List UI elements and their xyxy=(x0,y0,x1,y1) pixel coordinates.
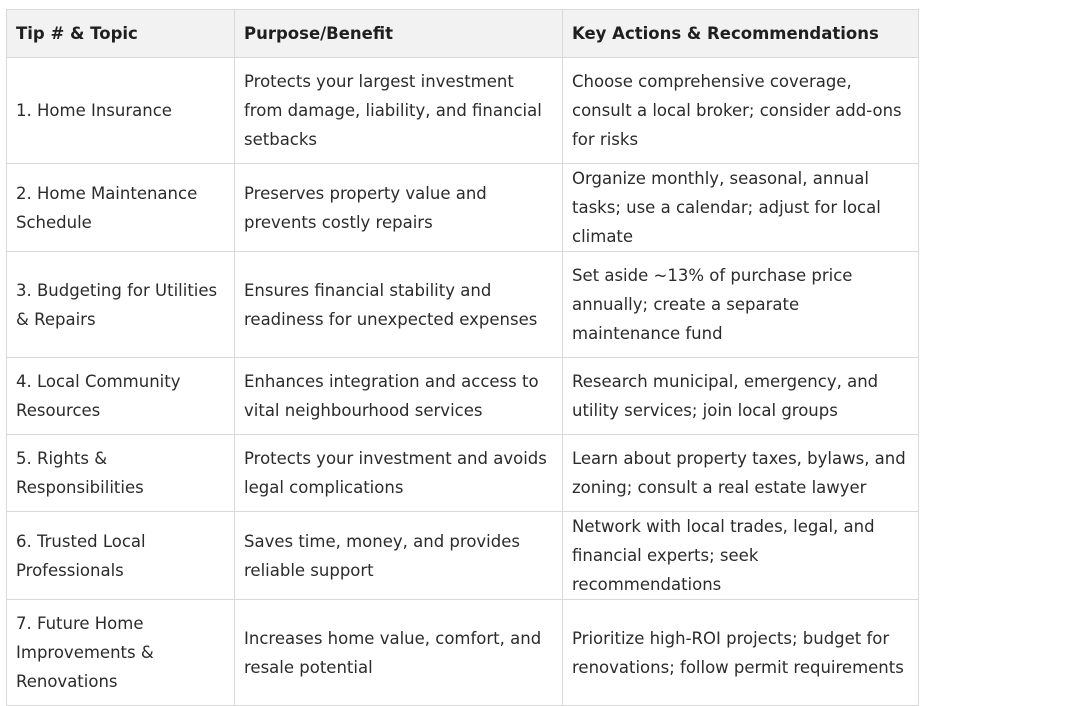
cell-topic: 5. Rights & Responsibilities xyxy=(7,435,235,512)
cell-topic: 3. Budgeting for Utilities & Repairs xyxy=(7,252,235,358)
cell-topic: 7. Future Home Improvements & Renovations xyxy=(7,600,235,706)
cell-purpose: Ensures financial stability and readiness for unexpected expenses xyxy=(235,252,563,358)
column-header-actions: Key Actions & Recommendations xyxy=(563,10,919,58)
cell-purpose: Protects your investment and avoids legal complications xyxy=(235,435,563,512)
cell-purpose: Saves time, money, and provides reliable support xyxy=(235,512,563,600)
cell-purpose: Preserves property value and prevents costly repairs xyxy=(235,164,563,252)
table-row xyxy=(7,512,919,600)
cell-topic: 6. Trusted Local Professionals xyxy=(7,512,235,600)
cell-topic: 1. Home Insurance xyxy=(7,58,235,164)
table-row xyxy=(7,58,919,164)
table-row xyxy=(7,435,919,512)
cell-purpose: Increases home value, comfort, and resale potential xyxy=(235,600,563,706)
table-header-row xyxy=(7,10,919,58)
column-header-topic: Tip # & Topic xyxy=(7,10,235,58)
column-header-purpose: Purpose/Benefit xyxy=(235,10,563,58)
cell-actions: Learn about property taxes, bylaws, and zoning; consult a real estate lawyer xyxy=(563,435,919,512)
cell-topic: 4. Local Community Resources xyxy=(7,358,235,435)
cell-purpose: Protects your largest investment from damage, liability, and financial setbacks xyxy=(235,58,563,164)
tips-table xyxy=(6,9,919,706)
cell-actions: Organize monthly, seasonal, annual tasks; use a calendar; adjust for local climate xyxy=(563,164,919,252)
cell-actions: Research municipal, emergency, and utility services; join local groups xyxy=(563,358,919,435)
table-row xyxy=(7,600,919,706)
cell-topic: 2. Home Maintenance Schedule xyxy=(7,164,235,252)
cell-actions: Prioritize high-ROI projects; budget for renovations; follow permit requirements xyxy=(563,600,919,706)
cell-purpose: Enhances integration and access to vital neighbourhood services xyxy=(235,358,563,435)
cell-actions: Choose comprehensive coverage, consult a local broker; consider add-ons for risks xyxy=(563,58,919,164)
table-row xyxy=(7,358,919,435)
table-row xyxy=(7,252,919,358)
cell-actions: Set aside ~13% of purchase price annually; create a separate maintenance fund xyxy=(563,252,919,358)
table-row xyxy=(7,164,919,252)
cell-actions: Network with local trades, legal, and financial experts; seek recommendations xyxy=(563,512,919,600)
